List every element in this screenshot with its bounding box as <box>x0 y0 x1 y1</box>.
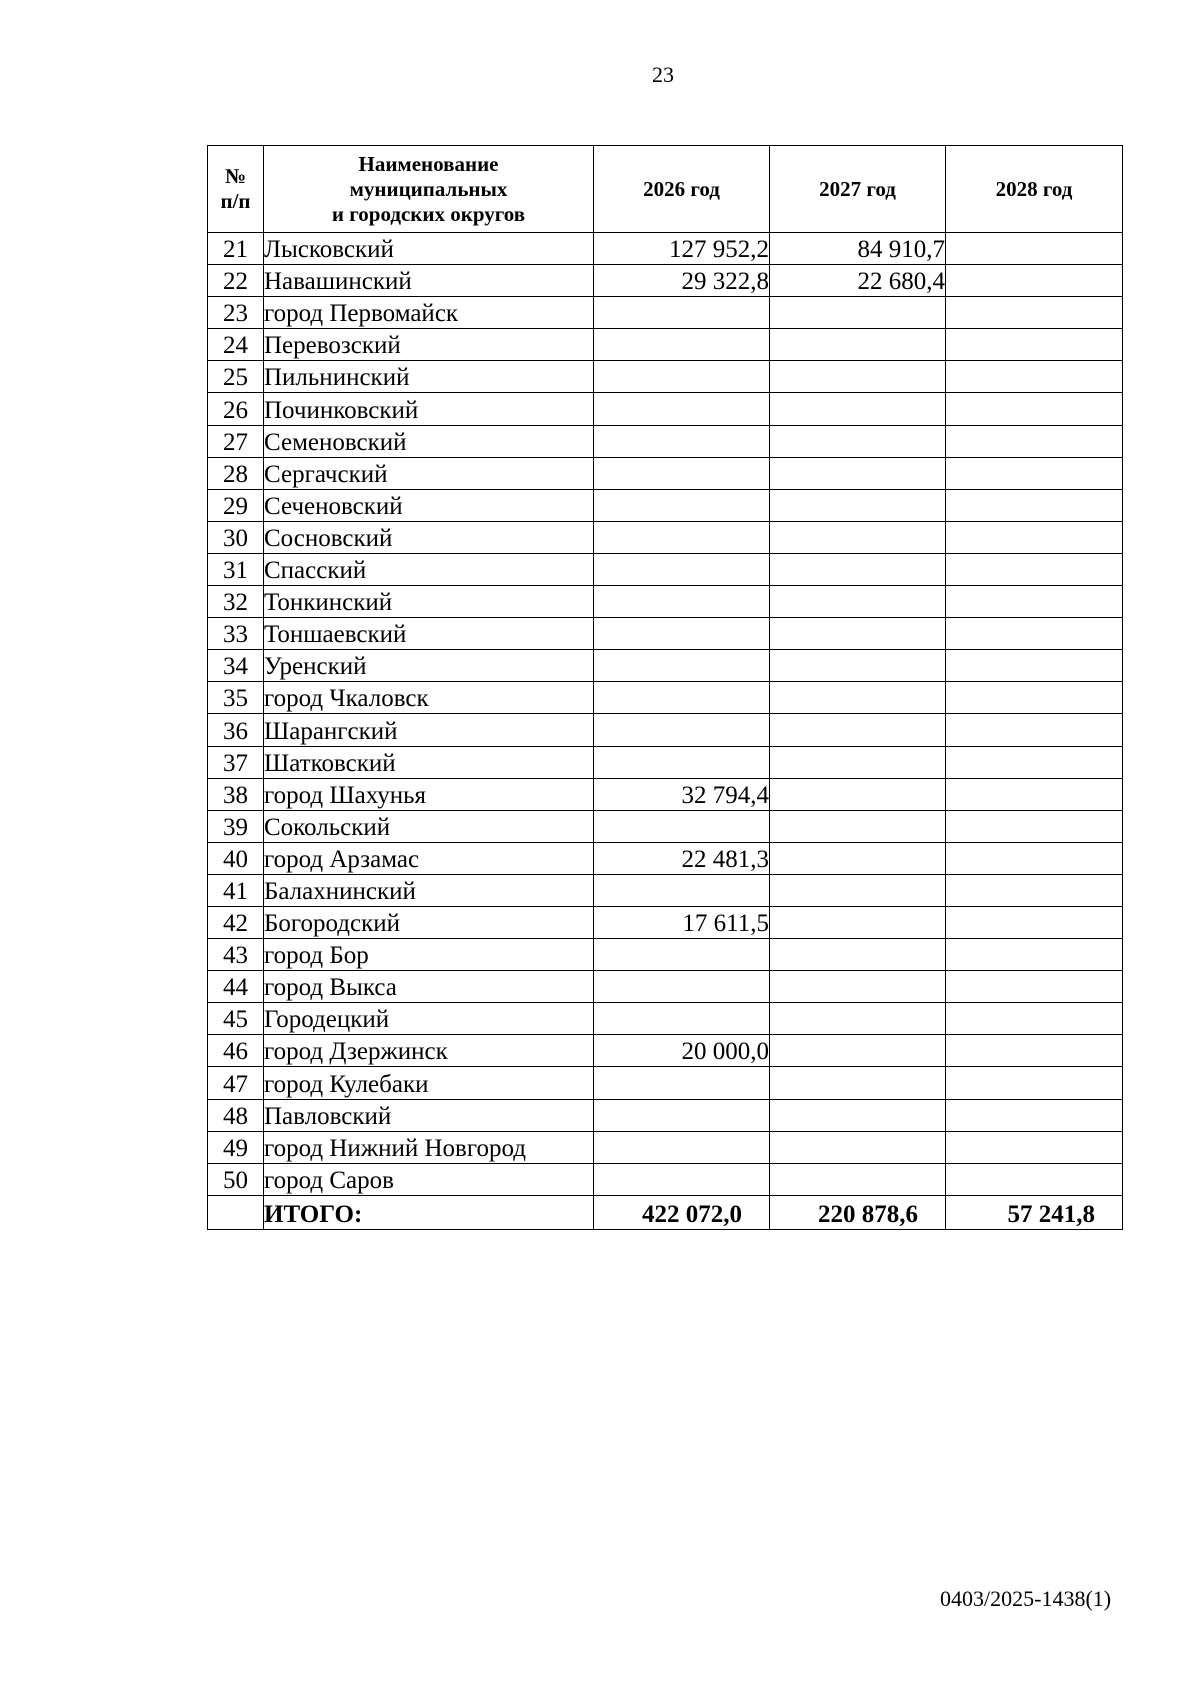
value-2026 <box>594 329 770 361</box>
municipality-name: город Бор <box>264 939 594 971</box>
value-2028 <box>946 810 1123 842</box>
municipality-name: город Первомайск <box>264 297 594 329</box>
value-2028 <box>946 1003 1123 1035</box>
value-2027: 84 910,7 <box>770 233 946 265</box>
value-2026 <box>594 1131 770 1163</box>
row-number: 29 <box>208 489 264 521</box>
row-number: 43 <box>208 939 264 971</box>
table-row <box>208 361 1123 393</box>
table-row <box>208 1035 1123 1067</box>
value-2028 <box>946 971 1123 1003</box>
header-2028-label: 2028 год <box>995 176 1073 201</box>
page-number: 23 <box>652 62 674 87</box>
row-number: 34 <box>208 650 264 682</box>
value-2027 <box>770 521 946 553</box>
value-2027 <box>770 842 946 874</box>
municipality-name: город Арзамас <box>264 842 594 874</box>
header-name-label: Наименование муниципальных и городских округов <box>331 151 526 226</box>
value-2028 <box>946 1131 1123 1163</box>
value-2026: 20 000,0 <box>594 1035 770 1067</box>
municipal-allocation-table <box>207 145 1123 1230</box>
row-number: 27 <box>208 425 264 457</box>
row-number: 24 <box>208 329 264 361</box>
table-row <box>208 906 1123 938</box>
municipality-name: город Саров <box>264 1163 594 1195</box>
municipality-name: Шарангский <box>264 714 594 746</box>
value-2027 <box>770 714 946 746</box>
value-2028 <box>946 489 1123 521</box>
header-2027 <box>770 146 946 233</box>
row-number: 31 <box>208 553 264 585</box>
municipality-name: Лысковский <box>264 233 594 265</box>
value-2028 <box>946 714 1123 746</box>
value-2026 <box>594 521 770 553</box>
municipality-name: город Чкаловск <box>264 682 594 714</box>
value-2027 <box>770 1131 946 1163</box>
municipality-name: Починковский <box>264 393 594 425</box>
value-2028 <box>946 553 1123 585</box>
table-row <box>208 489 1123 521</box>
municipality-name: Богородский <box>264 906 594 938</box>
table-row <box>208 457 1123 489</box>
value-2028 <box>946 874 1123 906</box>
municipality-name: город Шахунья <box>264 778 594 810</box>
table-row <box>208 778 1123 810</box>
value-2028 <box>946 1163 1123 1195</box>
value-2027 <box>770 457 946 489</box>
table-row <box>208 842 1123 874</box>
value-2028 <box>946 521 1123 553</box>
header-2026 <box>594 146 770 233</box>
table-row <box>208 297 1123 329</box>
value-2026 <box>594 457 770 489</box>
table-row <box>208 521 1123 553</box>
row-number: 46 <box>208 1035 264 1067</box>
value-2027 <box>770 1003 946 1035</box>
value-2028 <box>946 425 1123 457</box>
value-2027 <box>770 361 946 393</box>
municipality-name: город Дзержинск <box>264 1035 594 1067</box>
value-2027 <box>770 1163 946 1195</box>
value-2027 <box>770 618 946 650</box>
value-2028 <box>946 842 1123 874</box>
value-2026 <box>594 650 770 682</box>
row-number: 22 <box>208 265 264 297</box>
value-2027 <box>770 329 946 361</box>
value-2028 <box>946 233 1123 265</box>
value-2028 <box>946 1035 1123 1067</box>
table-row <box>208 425 1123 457</box>
municipality-name: Городецкий <box>264 1003 594 1035</box>
value-2028 <box>946 682 1123 714</box>
table-header <box>208 146 1123 233</box>
row-number: 41 <box>208 874 264 906</box>
row-number: 33 <box>208 618 264 650</box>
value-2028 <box>946 906 1123 938</box>
municipality-name: Уренский <box>264 650 594 682</box>
value-2028 <box>946 297 1123 329</box>
row-number: 30 <box>208 521 264 553</box>
row-number: 35 <box>208 682 264 714</box>
row-number: 25 <box>208 361 264 393</box>
row-number: 49 <box>208 1131 264 1163</box>
municipality-name: город Нижний Новгород <box>264 1131 594 1163</box>
value-2026 <box>594 810 770 842</box>
value-2027 <box>770 810 946 842</box>
header-row <box>208 146 1123 233</box>
table-row <box>208 939 1123 971</box>
table-row <box>208 650 1123 682</box>
table-row <box>208 1131 1123 1163</box>
municipality-name: Тонкинский <box>264 586 594 618</box>
table-row <box>208 553 1123 585</box>
value-2027 <box>770 553 946 585</box>
value-2027 <box>770 425 946 457</box>
header-num <box>208 146 264 233</box>
value-2026 <box>594 1067 770 1099</box>
row-number: 38 <box>208 778 264 810</box>
value-2027 <box>770 297 946 329</box>
table-row <box>208 682 1123 714</box>
value-2027 <box>770 489 946 521</box>
value-2027 <box>770 1099 946 1131</box>
row-number: 37 <box>208 746 264 778</box>
row-number: 50 <box>208 1163 264 1195</box>
value-2027: 22 680,4 <box>770 265 946 297</box>
table-row <box>208 265 1123 297</box>
value-2028 <box>946 586 1123 618</box>
value-2028 <box>946 1067 1123 1099</box>
table-row <box>208 1067 1123 1099</box>
value-2028 <box>946 939 1123 971</box>
value-2027 <box>770 650 946 682</box>
value-2027 <box>770 682 946 714</box>
value-2027 <box>770 746 946 778</box>
value-2026: 22 481,3 <box>594 842 770 874</box>
value-2026 <box>594 553 770 585</box>
table-footer <box>208 1195 1123 1229</box>
value-2026: 127 952,2 <box>594 233 770 265</box>
value-2027 <box>770 874 946 906</box>
municipality-name: Сокольский <box>264 810 594 842</box>
value-2026: 29 322,8 <box>594 265 770 297</box>
value-2028 <box>946 650 1123 682</box>
value-2026 <box>594 1163 770 1195</box>
municipality-name: Балахнинский <box>264 874 594 906</box>
header-2028 <box>946 146 1123 233</box>
document-id: 0403/2025-1438(1) <box>940 1586 1112 1611</box>
value-2026 <box>594 971 770 1003</box>
value-2027 <box>770 971 946 1003</box>
row-number: 26 <box>208 393 264 425</box>
value-2026 <box>594 618 770 650</box>
value-2026 <box>594 489 770 521</box>
municipality-name: город Выкса <box>264 971 594 1003</box>
header-2026-label: 2026 год <box>643 176 720 201</box>
value-2027 <box>770 1035 946 1067</box>
municipality-name: Перевозский <box>264 329 594 361</box>
row-number: 47 <box>208 1067 264 1099</box>
value-2026 <box>594 939 770 971</box>
row-number: 32 <box>208 586 264 618</box>
value-2028 <box>946 329 1123 361</box>
header-2027-label: 2027 год <box>819 176 896 201</box>
value-2026 <box>594 1003 770 1035</box>
header-num-label: № п/п <box>220 164 251 213</box>
value-2028 <box>946 361 1123 393</box>
value-2028 <box>946 778 1123 810</box>
municipality-name: Спасский <box>264 553 594 585</box>
total-2026: 422 072,0 <box>594 1195 770 1229</box>
row-number: 44 <box>208 971 264 1003</box>
municipality-name: Павловский <box>264 1099 594 1131</box>
row-number: 40 <box>208 842 264 874</box>
municipality-name: город Кулебаки <box>264 1067 594 1099</box>
municipality-name: Сосновский <box>264 521 594 553</box>
row-number: 45 <box>208 1003 264 1035</box>
total-2028: 57 241,8 <box>946 1195 1123 1229</box>
row-number: 21 <box>208 233 264 265</box>
row-number: 48 <box>208 1099 264 1131</box>
value-2027 <box>770 393 946 425</box>
value-2028 <box>946 265 1123 297</box>
municipality-name: Навашинский <box>264 265 594 297</box>
table-row <box>208 714 1123 746</box>
row-number: 28 <box>208 457 264 489</box>
table-row <box>208 1163 1123 1195</box>
value-2028 <box>946 1099 1123 1131</box>
total-2027: 220 878,6 <box>770 1195 946 1229</box>
table-row <box>208 874 1123 906</box>
table-row <box>208 810 1123 842</box>
value-2026 <box>594 297 770 329</box>
value-2027 <box>770 1067 946 1099</box>
value-2026 <box>594 682 770 714</box>
table-body <box>208 233 1123 1196</box>
row-number: 36 <box>208 714 264 746</box>
value-2026 <box>594 425 770 457</box>
value-2026 <box>594 393 770 425</box>
value-2026 <box>594 1099 770 1131</box>
table-row <box>208 393 1123 425</box>
value-2028 <box>946 393 1123 425</box>
value-2026 <box>594 586 770 618</box>
value-2027 <box>770 586 946 618</box>
table-row <box>208 1003 1123 1035</box>
total-num-cell <box>208 1195 264 1229</box>
municipality-name: Пильнинский <box>264 361 594 393</box>
value-2026 <box>594 874 770 906</box>
table-row <box>208 329 1123 361</box>
value-2026 <box>594 746 770 778</box>
municipality-name: Сергачский <box>264 457 594 489</box>
value-2026: 32 794,4 <box>594 778 770 810</box>
municipality-name: Тоншаевский <box>264 618 594 650</box>
table-row <box>208 746 1123 778</box>
value-2026 <box>594 361 770 393</box>
value-2027 <box>770 778 946 810</box>
table-row <box>208 233 1123 265</box>
row-number: 42 <box>208 906 264 938</box>
table-row <box>208 618 1123 650</box>
value-2027 <box>770 906 946 938</box>
value-2028 <box>946 457 1123 489</box>
table-row <box>208 1099 1123 1131</box>
total-row <box>208 1195 1123 1229</box>
value-2028 <box>946 618 1123 650</box>
total-label: ИТОГО: <box>264 1195 594 1229</box>
value-2026 <box>594 714 770 746</box>
municipality-name: Сеченовский <box>264 489 594 521</box>
value-2028 <box>946 746 1123 778</box>
municipality-name: Шатковский <box>264 746 594 778</box>
table-row <box>208 971 1123 1003</box>
municipality-name: Семеновский <box>264 425 594 457</box>
header-name <box>264 146 594 233</box>
value-2027 <box>770 939 946 971</box>
row-number: 39 <box>208 810 264 842</box>
row-number: 23 <box>208 297 264 329</box>
table-row <box>208 586 1123 618</box>
value-2026: 17 611,5 <box>594 906 770 938</box>
